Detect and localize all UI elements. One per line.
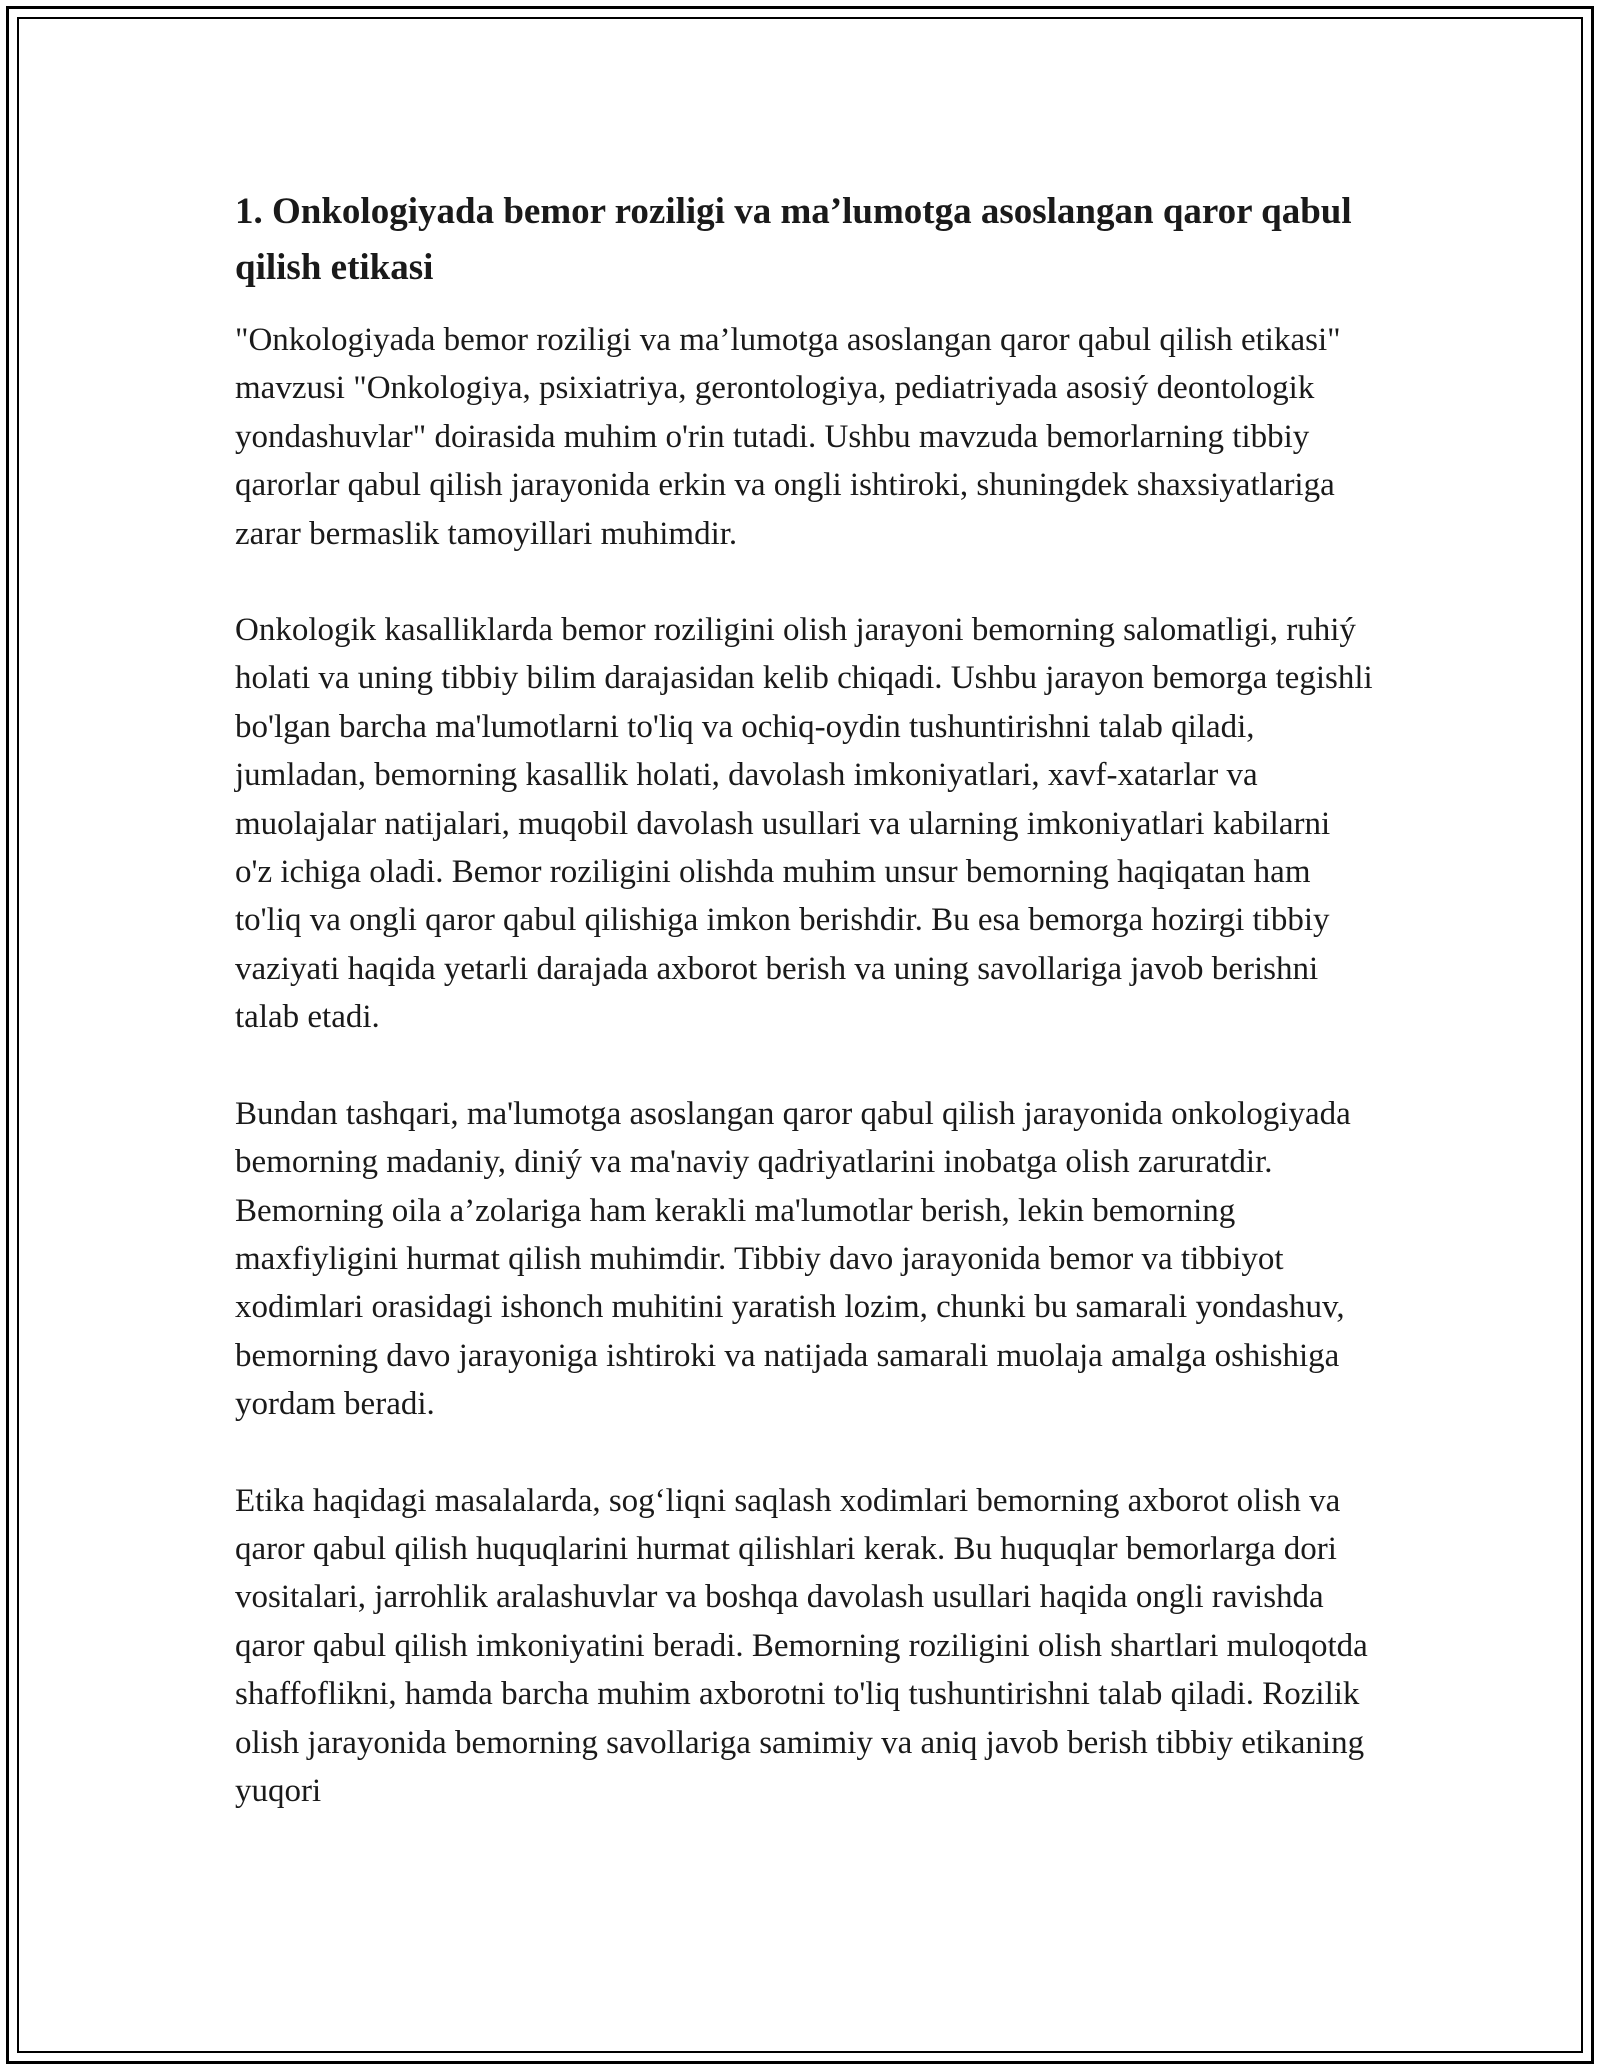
paragraph-4: Etika haqidagi masalalarda, sog‘liqni saqlash xodimlari bemorning axborot olish va qaror qabul qilish huquqlarini hurmat qilishlari kerak. Bu huquqlar bemorlarga dori vositalari, jarrohlik aralashuvlar va boshqa davolash usullari haqida ongli ravishda qaror qabul qilish imkoniyatini beradi. Bemorning roziligini olish shartlari muloqotda shaffoflikni, hamda barcha muhim axborotni to'liq tushuntirishni talab qiladi. Rozilik olish jarayonida bemorning savollariga samimiy va aniq javob berish tibbiy etikaning yuqori — [235, 1482, 1368, 1809]
section-heading: 1. Onkologiyada bemor roziligi va ma’lumotga asoslangan qaror qabul qilish etikasi — [235, 191, 1352, 288]
paragraph-3: Bundan tashqari, ma'lumotga asoslangan qaror qabul qilish jarayonida onkologiyada bemorning madaniy, diniý va ma'naviy qadriyatlarini inobatga olish zaruratdir. Bemorning oila a’zolariga ham kerakli ma'lumotlar berish, lekin bemorning maxfiyligini hurmat qilish muhimdir. Tibbiy davo jarayonida bemor va tibbiyot xodimlari orasidagi ishonch muhitini yaratish lozim, chunki bu samarali yondashuv, bemorning davo jarayoniga ishtiroki va natijada samarali muolaja amalga oshishiga yordam beradi. — [235, 1095, 1351, 1423]
paragraph-1: "Onkologiyada bemor roziligi va ma’lumotga asoslangan qaror qabul qilish etikasi" mavzusi "Onkologiya, psixiatriya, gerontologiya, pediatriyada asosiý deontologik yondashuvlar" doirasida muhim o'rin tutadi. Ushbu mavzuda bemorlarning tibbiy qarorlar qabul qilish jarayonida erkin va ongli ishtiroki, shuningdek shaxsiyatlariga zarar bermaslik tamoyillari muhimdir. — [235, 322, 1341, 552]
paragraph-2: Onkologik kasalliklarda bemor roziligini olish jarayoni bemorning salomatligi, ruhiý holati va uning tibbiy bilim darajasidan kelib chiqadi. Ushbu jarayon bemorga tegishli bo'lgan barcha ma'lumotlarni to'liq va ochiq-oydin tushuntirishni talab qiladi, jumladan, bemorning kasallik holati, davolash imkoniyatlari, xavf-xatarlar va muolajalar natijalari, muqobil davolash usullari va ularning imkoniyatlari kabilarni o'z ichiga oladi. Bemor roziligini olishda muhim unsur bemorning haqiqatan ham to'liq va ongli qaror qabul qilishiga imkon berishdir. Bu esa bemorga hozirgi tibbiy vaziyati haqida yetarli darajada axborot berish va uning savollariga javob berishni talab etadi. — [235, 612, 1373, 1036]
document-body — [235, 184, 1375, 1863]
